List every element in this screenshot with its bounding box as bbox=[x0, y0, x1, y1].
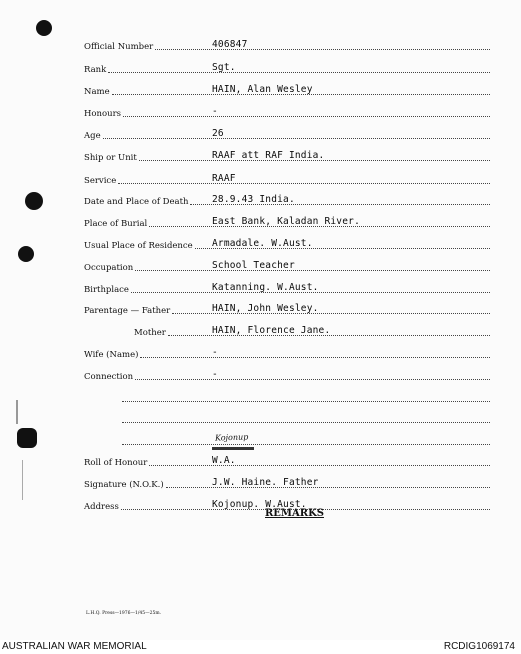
field-value: - bbox=[212, 369, 218, 380]
field-value: School Teacher bbox=[212, 260, 295, 271]
field-value: RAAF att RAF India. bbox=[212, 150, 325, 161]
field-label: Birthplace bbox=[84, 285, 129, 295]
form-row bbox=[84, 105, 490, 119]
punch-hole-lower bbox=[17, 428, 37, 448]
field-label: Parentage — Father bbox=[84, 306, 171, 316]
footer-left-text: AUSTRALIAN WAR MEMORIAL bbox=[2, 641, 147, 652]
form-row bbox=[84, 237, 490, 251]
field-label: Wife (Name) bbox=[84, 350, 139, 360]
form-row bbox=[84, 368, 490, 382]
field-value: J.W. Haine. Father bbox=[212, 477, 319, 488]
field-value: HAIN, John Wesley. bbox=[212, 303, 319, 314]
form-row bbox=[84, 346, 490, 360]
form-row bbox=[84, 324, 490, 338]
margin-mark bbox=[16, 400, 18, 424]
field-label: Usual Place of Residence bbox=[84, 241, 193, 251]
field-label: Rank bbox=[84, 65, 107, 75]
dotted-line bbox=[135, 379, 490, 380]
field-label: Date and Place of Death bbox=[84, 197, 189, 207]
dotted-line bbox=[118, 183, 490, 184]
margin-mark bbox=[22, 460, 23, 500]
field-label: Connection bbox=[84, 372, 134, 382]
form-row bbox=[84, 302, 490, 316]
dotted-line bbox=[135, 270, 490, 271]
field-value: 406847 bbox=[212, 39, 248, 50]
dotted-line bbox=[149, 465, 490, 466]
dotted-line bbox=[122, 444, 490, 445]
field-label: Address bbox=[84, 502, 119, 512]
form-row bbox=[84, 411, 490, 425]
form-row bbox=[84, 61, 490, 75]
handwritten-roll-note: Kojonup bbox=[214, 432, 249, 443]
archive-footer bbox=[0, 640, 521, 654]
punch-hole-top bbox=[36, 20, 52, 36]
field-label: Official Number bbox=[84, 42, 154, 52]
field-value: Armadale. W.Aust. bbox=[212, 238, 313, 249]
field-value: East Bank, Kaladan River. bbox=[212, 216, 360, 227]
field-value: 28.9.43 India. bbox=[212, 194, 295, 205]
form-row bbox=[84, 433, 490, 447]
form-row bbox=[84, 390, 490, 404]
form-row bbox=[84, 127, 490, 141]
form-row bbox=[84, 454, 490, 468]
field-value: Sgt. bbox=[212, 62, 236, 73]
dotted-line bbox=[122, 401, 490, 402]
dotted-line bbox=[123, 116, 490, 117]
field-label: Ship or Unit bbox=[84, 153, 137, 163]
form-row bbox=[84, 476, 490, 490]
form-row bbox=[84, 38, 490, 52]
remarks-heading: REMARKS bbox=[265, 508, 324, 519]
dotted-line bbox=[140, 357, 490, 358]
field-label: Signature (N.O.K.) bbox=[84, 480, 164, 490]
field-value: HAIN, Alan Wesley bbox=[212, 84, 313, 95]
form-row bbox=[84, 172, 490, 186]
field-label: Age bbox=[84, 131, 101, 141]
field-value: 26 bbox=[212, 128, 224, 139]
field-value: Kojonup. W.Aust. bbox=[212, 499, 307, 510]
field-value: W.A. bbox=[212, 455, 236, 466]
field-value: Katanning. W.Aust. bbox=[212, 282, 319, 293]
punch-hole-mid-upper bbox=[25, 192, 43, 210]
form-row bbox=[84, 281, 490, 295]
dotted-line bbox=[108, 72, 490, 73]
field-label: Name bbox=[84, 87, 110, 97]
struck-out-text bbox=[212, 447, 254, 450]
form-row bbox=[84, 193, 490, 207]
form-number: L.H.Q. Press—1976—1/45—25m. bbox=[86, 611, 162, 616]
field-label: Service bbox=[84, 176, 117, 186]
form-row bbox=[84, 259, 490, 273]
field-label: Roll of Honour bbox=[84, 458, 148, 468]
dotted-line bbox=[103, 138, 490, 139]
dotted-line bbox=[155, 49, 490, 50]
punch-hole-mid-lower bbox=[18, 246, 34, 262]
form-row bbox=[84, 149, 490, 163]
field-value: - bbox=[212, 106, 218, 117]
form-row bbox=[84, 83, 490, 97]
field-label: Honours bbox=[84, 109, 122, 119]
field-label: Occupation bbox=[84, 263, 134, 273]
field-label: Mother bbox=[134, 328, 166, 338]
field-value: - bbox=[212, 347, 218, 358]
footer-right-text: RCDIG1069174 bbox=[443, 641, 515, 652]
field-label: Place of Burial bbox=[84, 219, 148, 229]
field-value: HAIN, Florence Jane. bbox=[212, 325, 331, 336]
form-row bbox=[84, 215, 490, 229]
dotted-line bbox=[122, 422, 490, 423]
field-value: RAAF bbox=[212, 173, 236, 184]
